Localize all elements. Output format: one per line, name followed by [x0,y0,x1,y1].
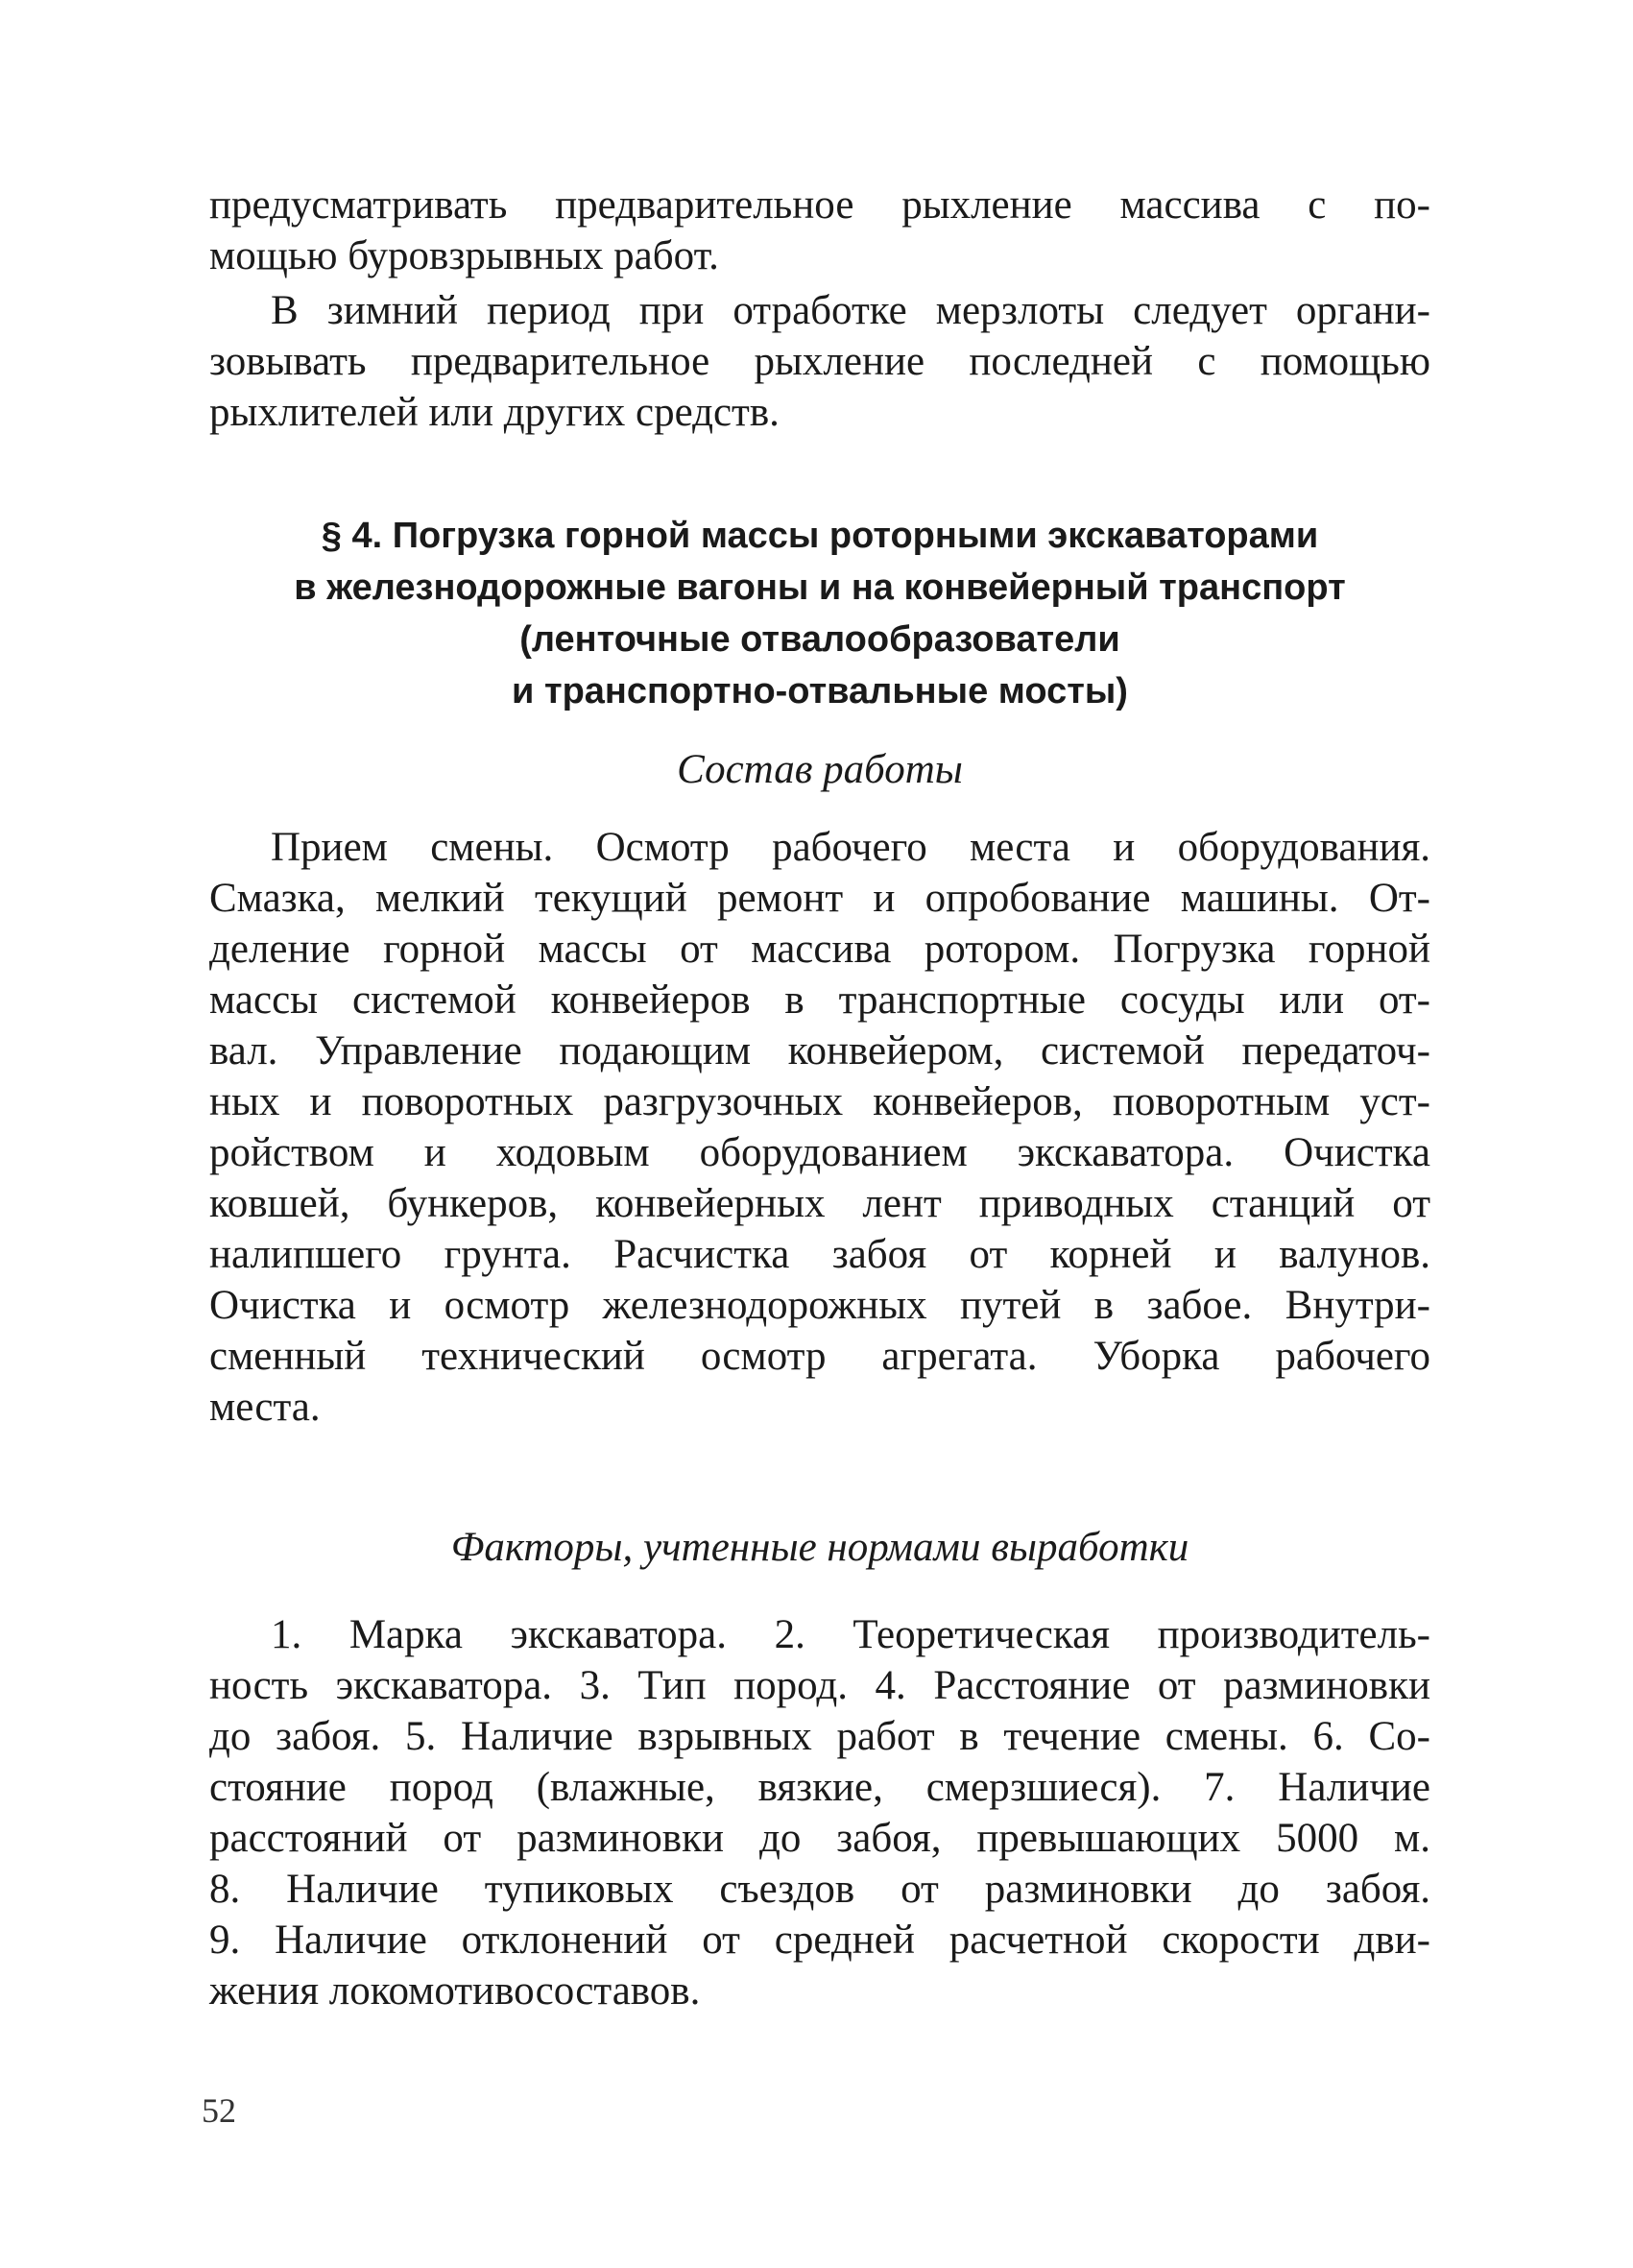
work-scope-line: Очистка и осмотр железнодорожных путей в забое. Внутри- [209,1283,1430,1328]
heading-line-4: и транспортно-отвальные мосты) [512,671,1128,712]
factors-line: 8. Наличие тупиковых съездов от разминовки до забоя. [209,1867,1430,1912]
intro-line-2: мощью буровзрывных работ. [209,233,719,278]
winter-paragraph [209,285,1430,438]
factors-line: расстояний от разминовки до забоя, превышающих 5000 м. [209,1816,1430,1861]
work-scope-line: ковшей, бункеров, конвейерных лент приводных станций от [209,1181,1430,1226]
work-scope-line: ройством и ходовым оборудованием экскаватора. Очистка [209,1130,1430,1175]
work-scope-line: сменный технический осмотр агрегата. Уборка рабочего [209,1334,1430,1379]
work-scope-paragraph [209,822,1430,1433]
intro-line-1: предусматривать предварительное рыхление массива с по- [209,182,1430,228]
factors-line: стояние пород (влажные, вязкие, смерзшиеся). 7. Наличие [209,1765,1430,1810]
heading-line-1: § 4. Погрузка горной массы роторными экскаваторами [321,516,1319,556]
work-scope-title: Состав работы [677,747,963,792]
factors-line: ность экскаватора. 3. Тип пород. 4. Расстояние от разминовки [209,1663,1430,1708]
winter-line-3: рыхлителей или других средств. [209,390,780,435]
work-scope-line: ных и поворотных разгрузочных конвейеров, поворотным уст- [209,1079,1430,1124]
heading-line-2: в железнодорожные вагоны и на конвейерный транспорт [294,567,1346,608]
factors-paragraph [209,1609,1430,2016]
winter-line-1: В зимний период при отработке мерзлоты следует органи- [271,288,1430,333]
work-scope-line: места. [209,1385,321,1430]
factors-line: 9. Наличие отклонений от средней расчетной скорости дви- [209,1918,1430,1963]
work-scope-line: Прием смены. Осмотр рабочего места и оборудования. [271,825,1430,870]
intro-paragraph [209,180,1430,281]
page-number: 52 [202,2091,236,2130]
winter-line-2: зовывать предварительное рыхление последней с помощью [209,339,1430,384]
factors-line: до забоя. 5. Наличие взрывных работ в течение смены. 6. Со- [209,1714,1430,1759]
factors-line: 1. Марка экскаватора. 2. Теоретическая производитель- [271,1612,1430,1657]
work-scope-line: Смазка, мелкий текущий ремонт и опробование машины. От- [209,876,1430,921]
work-scope-line: массы системой конвейеров в транспортные сосуды или от- [209,977,1430,1023]
work-scope-line: вал. Управление подающим конвейером, системой передаточ- [209,1028,1430,1074]
heading-line-3: (ленточные отвалообразователи [519,619,1120,660]
work-scope-line: налипшего грунта. Расчистка забоя от корней и валунов. [209,1232,1430,1277]
factors-line: жения локомотивосоставов. [209,1968,701,2014]
section-heading [209,510,1430,717]
work-scope-line: деление горной массы от массива ротором. Погрузка горной [209,927,1430,972]
factors-title: Факторы, учтенные нормами выработки [450,1525,1189,1570]
